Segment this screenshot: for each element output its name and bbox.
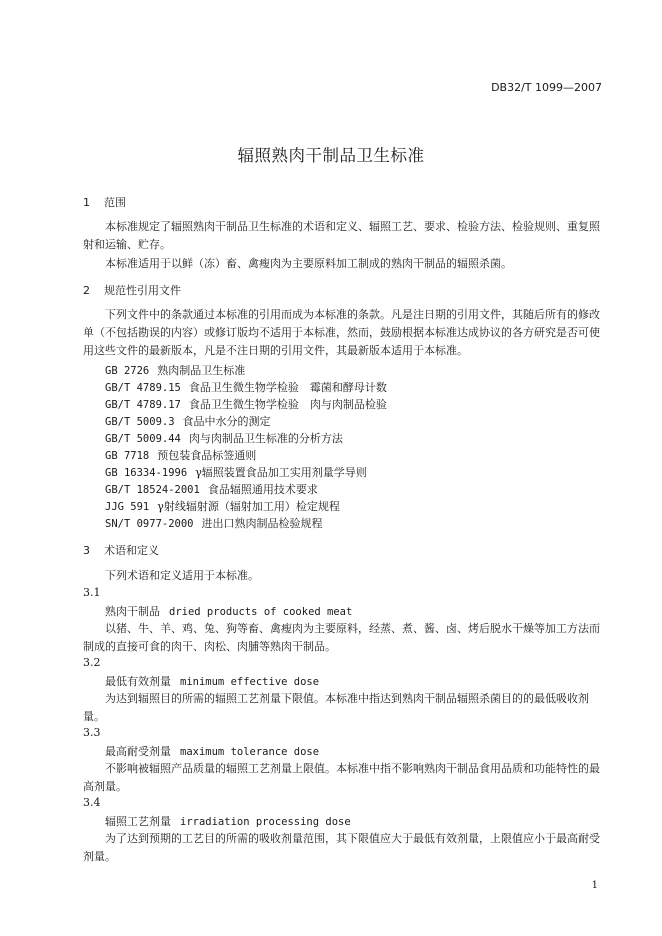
reference-item [105, 498, 340, 514]
reference-code: GB/T 4789.17 [105, 399, 181, 411]
reference-title: 食品卫生微生物学检验 霉菌和酵母计数 [188, 381, 387, 394]
section-number: 2 [83, 284, 90, 297]
reference-code: SN/T 0977-2000 [105, 518, 194, 530]
section-number: 1 [83, 196, 90, 209]
document-title: 辐照熟肉干制品卫生标准 [237, 146, 425, 165]
term-english: irradiation processing dose [180, 816, 351, 828]
term-english: dried products of cooked meat [169, 606, 353, 618]
term-definition: 以猪、牛、羊、鸡、兔、狗等畜、禽瘦肉为主要原料，经蒸、煮、酱、卤、烤后脱水干燥等加工方法而制成的直接可食的肉干、肉松、肉脯等熟肉干制品。 [83, 622, 600, 653]
section-1-heading [83, 194, 126, 210]
clause-number: 3.2 [83, 656, 101, 669]
clause-number: 3.3 [83, 726, 101, 739]
reference-title: 肉与肉制品卫生标准的分析方法 [188, 432, 343, 445]
section-2-intro: 下列文件中的条款通过本标准的引用而成为本标准的条款。凡是注日期的引用文件，其随后所有的修改单（不包括勘误的内容）或修订版均不适用于本标准，然而，鼓励根据本标准达成协议的各方研究是否可使用这些文件的最新版本，凡是不注日期的引用文件，其最新版本适用于本标准。 [83, 308, 600, 357]
section-title: 术语和定义 [104, 544, 159, 557]
reference-title: 进出口熟肉制品检验规程 [201, 517, 323, 530]
reference-item [105, 430, 343, 446]
reference-item [105, 464, 367, 480]
reference-code: GB/T 18524-2001 [105, 484, 200, 496]
reference-code: GB 16334-1996 [105, 467, 188, 479]
reference-item [105, 481, 318, 497]
reference-item [105, 396, 387, 412]
reference-title: 食品卫生微生物学检验 肉与肉制品检验 [188, 398, 387, 411]
reference-code: GB/T 5009.44 [105, 433, 181, 445]
section-3-heading [83, 542, 159, 558]
section-3-intro: 下列术语和定义适用于本标准。 [105, 569, 259, 582]
reference-code: JJG 591 [105, 501, 150, 513]
clause-number: 3.4 [83, 796, 101, 809]
reference-item [105, 413, 271, 429]
reference-item [105, 447, 256, 463]
reference-title: 食品辐照通用技术要求 [207, 483, 318, 496]
section-title: 规范性引用文件 [104, 284, 181, 297]
term-heading [105, 603, 352, 619]
section-2-heading [83, 282, 181, 298]
reference-item [105, 362, 245, 378]
term-chinese: 熟肉干制品 [105, 605, 160, 618]
reference-code: GB 2726 [105, 365, 150, 377]
section-1-paragraph-1: 本标准规定了辐照熟肉干制品卫生标准的术语和定义、辐照工艺、要求、检验方法、检验规则、重复照射和运输、贮存。 [83, 220, 600, 251]
term-english: minimum effective dose [180, 676, 320, 688]
term-definition: 不影响被辐照产品质量的辐照工艺剂量上限值。本标准中指不影响熟肉干制品食用品质和功能特性的最高剂量。 [83, 762, 600, 793]
term-definition: 为达到辐照目的所需的辐照工艺剂量下限值。本标准中指达到熟肉干制品辐照杀菌目的的最低吸收剂量。 [83, 692, 589, 723]
reference-code: GB/T 4789.15 [105, 382, 181, 394]
reference-code: GB 7718 [105, 450, 150, 462]
reference-title: 预包装食品标签通则 [157, 449, 257, 462]
section-number: 3 [83, 544, 90, 557]
term-heading [105, 673, 319, 689]
clause-number: 3.1 [83, 586, 101, 599]
reference-title: γ辐照装置食品加工实用剂量学导则 [195, 466, 367, 479]
term-english: maximum tolerance dose [180, 746, 320, 758]
reference-item [105, 379, 387, 395]
document-code: DB32/T 1099—2007 [491, 81, 602, 94]
term-definition: 为了达到预期的工艺目的所需的吸收剂量范围，其下限值应大于最低有效剂量，上限值应小于最高耐受剂量。 [83, 832, 600, 863]
reference-title: γ射线辐射源（辐射加工用）检定规程 [157, 500, 340, 513]
term-heading [105, 743, 319, 759]
section-1-paragraph-2: 本标准适用于以鲜（冻）畜、禽瘦肉为主要原料加工制成的熟肉干制品的辐照杀菌。 [105, 257, 512, 270]
term-chinese: 最高耐受剂量 [105, 745, 171, 758]
reference-code: GB/T 5009.3 [105, 416, 175, 428]
reference-title: 熟肉制品卫生标准 [157, 364, 246, 377]
reference-title: 食品中水分的测定 [182, 415, 271, 428]
reference-item [105, 515, 323, 531]
page-number: 1 [591, 880, 598, 891]
section-title: 范围 [104, 196, 126, 209]
term-heading [105, 813, 351, 829]
term-chinese: 辐照工艺剂量 [105, 815, 171, 828]
term-chinese: 最低有效剂量 [105, 675, 171, 688]
